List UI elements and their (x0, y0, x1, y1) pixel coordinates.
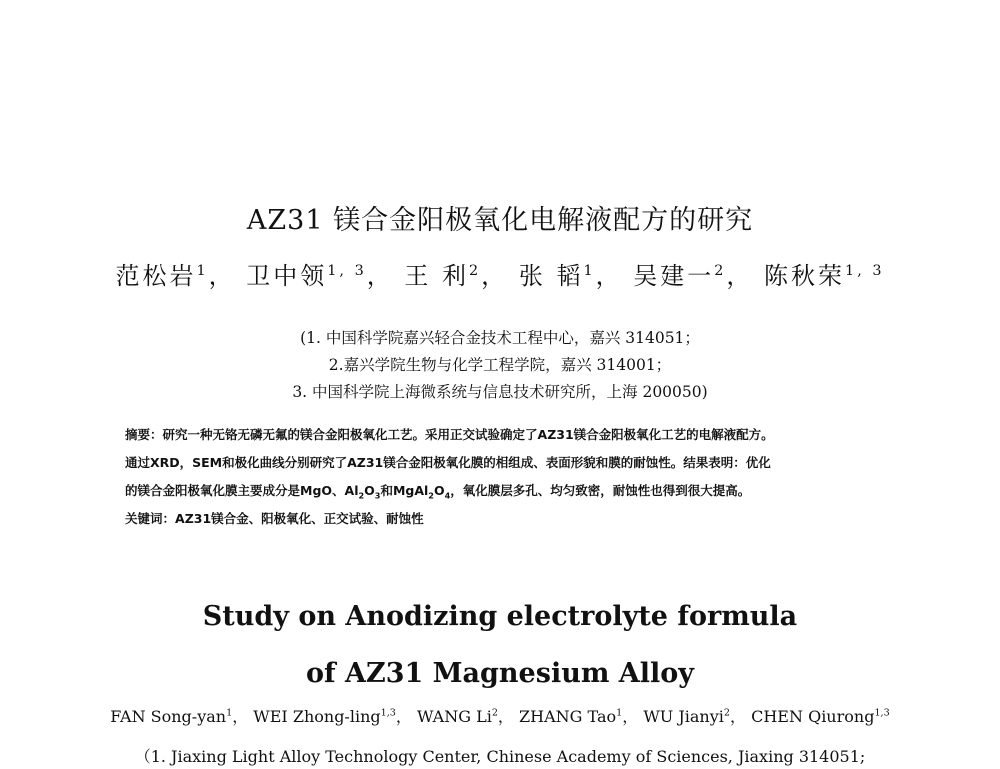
english-affiliation: （1. Jiaxing Light Alloy Technology Center, Chinese Academy of Sciences, Jiaxing 314051; (134, 747, 866, 766)
author-cn (115, 262, 235, 290)
author-cn-affil: 1, 3 (845, 263, 885, 279)
author-cn-name: 王 利 (404, 262, 470, 290)
author-en-affil: 2 (723, 707, 730, 719)
author-en-affil: 1,3 (380, 707, 396, 719)
author-en-sep: ， (232, 707, 249, 726)
abstract-line (125, 481, 895, 501)
author-en-sep: ， (730, 707, 747, 726)
abstract-line (125, 425, 895, 445)
author-cn-sep: ， (481, 262, 509, 290)
abstract-text: ，氧化膜层多孔、均匀致密，耐蚀性也得到很大提高。 (450, 483, 751, 498)
abstract-text: O (364, 483, 375, 498)
author-en-sep: ， (497, 707, 514, 726)
abstract-text: 研究一种无铬无磷无氟的镁合金阳极氧化工艺。采用正交试验确定了AZ31镁合金阳极氧化工艺的电解液配方。 (162, 427, 774, 442)
formula-subscript: 2 (428, 490, 434, 501)
author-en-name: FAN Song-yan (110, 707, 227, 726)
formula-subscript: 2 (358, 490, 365, 501)
author-en-name: ZHANG Tao (519, 707, 617, 726)
author-en (253, 707, 412, 726)
keywords-label: 关键词： (125, 511, 176, 526)
author-cn-affil: 1 (196, 263, 209, 279)
author-cn-sep: ， (208, 262, 236, 290)
author-cn-affil: 2 (714, 263, 727, 279)
keywords-text: AZ31镁合金、阳极氧化、正交试验、耐蚀性 (175, 511, 424, 526)
author-en-affil: 2 (491, 707, 498, 719)
author-cn (246, 262, 393, 290)
author-en (643, 707, 746, 726)
author-en-name: CHEN Qiurong (751, 707, 875, 726)
author-en-affil: 1 (616, 707, 623, 719)
abstract-text: O (433, 483, 445, 498)
author-cn-sep: ， (726, 262, 754, 290)
chinese-title: AZ31 镁合金阳极氧化电解液配方的研究 (246, 205, 754, 236)
author-cn (633, 262, 753, 290)
author-cn-affil: 2 (469, 263, 482, 279)
abstract-label: 摘要： (125, 427, 163, 442)
author-cn-affil: 1, 3 (327, 263, 367, 279)
author-en-sep: ， (395, 707, 412, 726)
author-cn-affil: 1 (583, 263, 596, 279)
author-en (417, 707, 514, 726)
formula-subscript: 4 (444, 490, 451, 501)
author-cn-sep: ， (595, 262, 623, 290)
author-en-sep: ， (622, 707, 639, 726)
author-cn (764, 262, 884, 290)
english-title-line: Study on Anodizing electrolyte formula (202, 601, 798, 632)
chinese-affiliation: 3. 中国科学院上海微系统与信息技术研究所，上海 200050) (292, 383, 708, 401)
author-cn (404, 262, 508, 290)
author-cn-name: 陈秋荣 (764, 262, 846, 290)
abstract-line: 通过XRD，SEM和极化曲线分别研究了AZ31镁合金阳极氧化膜的相组成、表面形貌和膜的耐蚀性。结果表明：优化 (125, 455, 771, 470)
chinese-author-list (0, 259, 1000, 293)
abstract-text: 和MgAl (380, 483, 429, 498)
abstract-text: 的镁合金阳极氧化膜主要成分是MgO、Al (125, 483, 359, 498)
english-title-line: of AZ31 Magnesium Alloy (306, 658, 694, 689)
author-cn-name: 卫中领 (246, 262, 328, 290)
keywords-line (125, 509, 895, 529)
author-cn-name: 范松岩 (115, 262, 197, 290)
author-cn-sep: ， (366, 262, 394, 290)
author-en-affil: 1 (226, 707, 233, 719)
author-cn-name: 张 韬 (518, 262, 584, 290)
formula-subscript: 3 (374, 490, 381, 501)
english-author-list (0, 705, 1000, 729)
author-en (110, 707, 248, 726)
chinese-affiliation: 2.嘉兴学院生物与化学工程学院，嘉兴 314001； (328, 356, 672, 374)
author-en (751, 707, 890, 726)
author-en-affil: 1,3 (874, 707, 890, 719)
author-cn-name: 吴建一 (633, 262, 715, 290)
author-en-name: WU Jianyi (643, 707, 724, 726)
author-en-name: WANG Li (417, 707, 492, 726)
author-en (519, 707, 638, 726)
author-cn (519, 262, 623, 290)
chinese-affiliation: (1. 中国科学院嘉兴轻合金技术工程中心，嘉兴 314051； (300, 329, 700, 347)
author-en-name: WEI Zhong-ling (253, 707, 381, 726)
